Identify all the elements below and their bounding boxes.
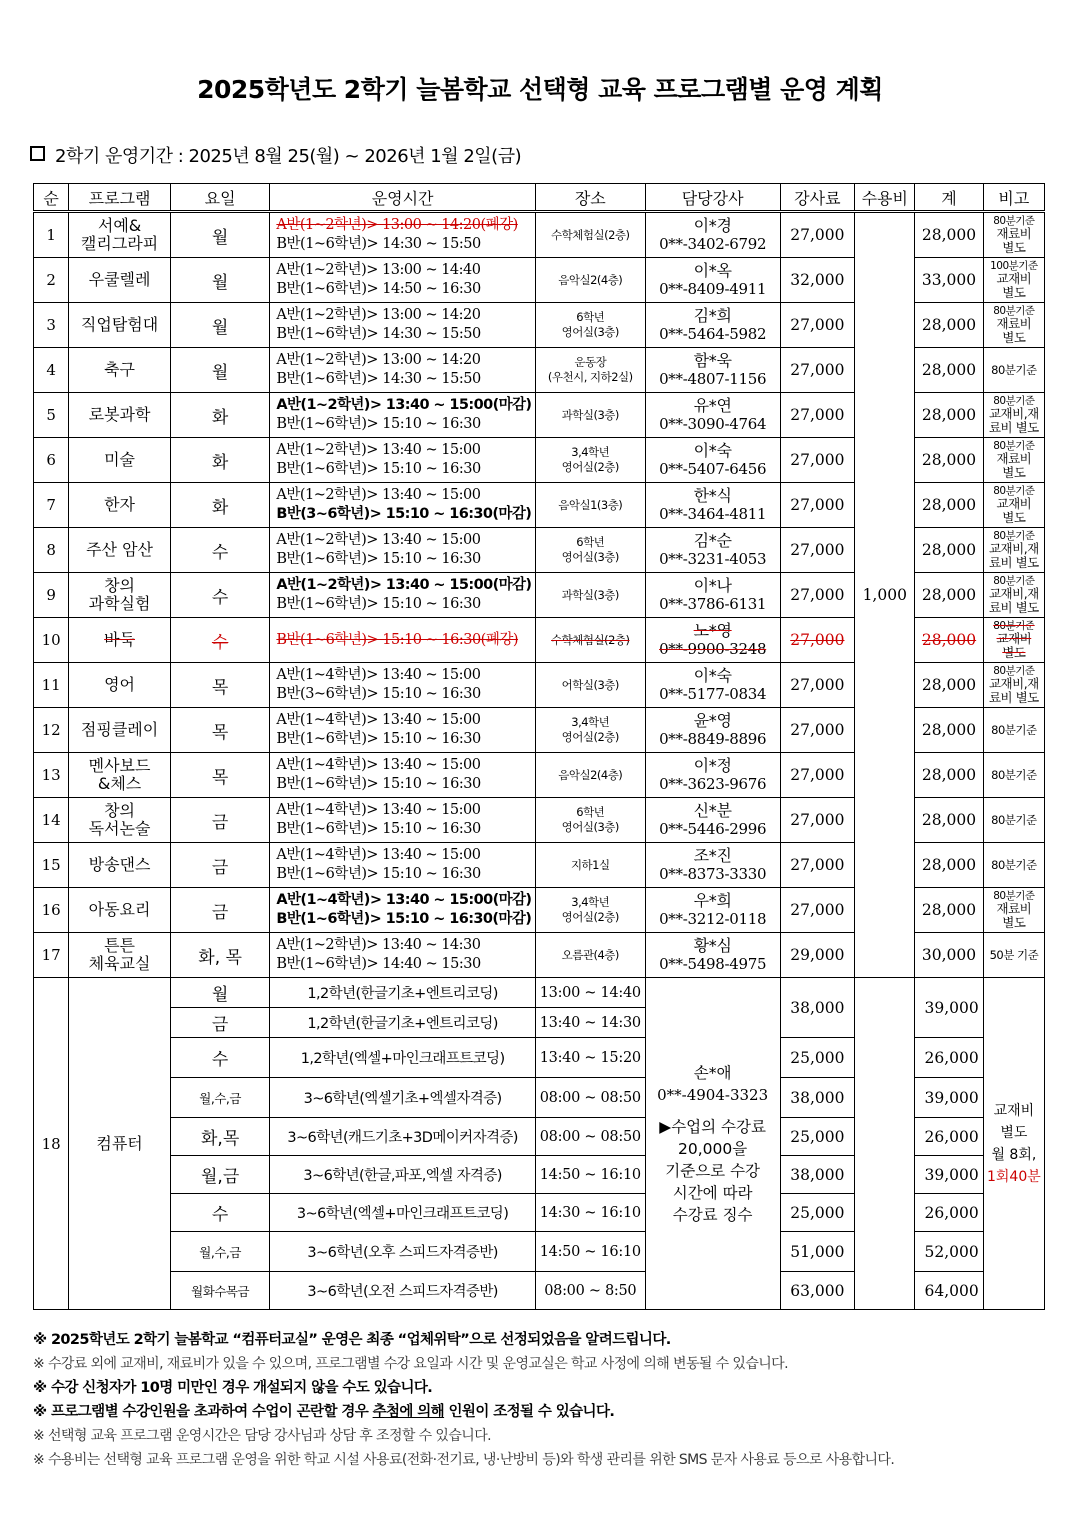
program-teacher: 신*분 0**-5446-2996: [645, 798, 780, 843]
computer-grade: 3~6학년(캐드기초+3D메이커자격증): [270, 1118, 535, 1156]
computer-day: 월,수,금: [170, 1078, 270, 1118]
program-time: B반(1~6학년)> 15:10 ~ 16:30(폐강): [270, 618, 535, 663]
program-note: 100분기준 교재비 별도: [983, 258, 1044, 303]
program-note: 80분기준: [983, 753, 1044, 798]
computer-time: 14:30 ~ 16:10: [535, 1194, 645, 1232]
program-fee: 27,000: [780, 618, 855, 663]
program-total: 30,000: [915, 933, 983, 978]
computer-total: 52,000: [915, 1232, 983, 1272]
program-fee: 27,000: [780, 348, 855, 393]
program-location: 어학실(3층): [535, 663, 645, 708]
row-no: 17: [34, 933, 69, 978]
computer-fee: 25,000: [780, 1118, 855, 1156]
program-fee: 27,000: [780, 393, 855, 438]
computer-time: 08:00 ~ 08:50: [535, 1118, 645, 1156]
program-time: A반(1~2학년)> 13:40 ~ 15:00 B반(3~6학년)> 15:10 ~ 16:30(마감): [270, 483, 535, 528]
program-name: 창의 독서논술: [69, 798, 171, 843]
program-day: 목: [170, 708, 270, 753]
program-name: 튼튼 체육교실: [69, 933, 171, 978]
row-no: 6: [34, 438, 69, 483]
row-no: 18: [34, 978, 69, 1310]
computer-grade: 1,2학년(한글기초+엔트리코딩): [270, 1008, 535, 1038]
row-no: 8: [34, 528, 69, 573]
program-location: 6학년 영어실(3층): [535, 303, 645, 348]
program-fee: 27,000: [780, 708, 855, 753]
program-name: 멘사보드 &체스: [69, 753, 171, 798]
computer-fee: 38,000: [780, 978, 855, 1038]
program-teacher: 우*희 0**-3212-0118: [645, 888, 780, 933]
page-title: 2025학년도 2학기 늘봄학교 선택형 교육 프로그램별 운영 계획: [197, 75, 883, 104]
program-name: 서예& 캘리그라피: [69, 212, 171, 258]
header-location: 장소: [535, 184, 645, 212]
table-header-row: [34, 184, 1045, 212]
computer-fee: 38,000: [780, 1078, 855, 1118]
program-note: 80분기준 교재비,재 료비 별도: [983, 573, 1044, 618]
program-note: 80분기준 재료비 별도: [983, 303, 1044, 348]
lottery-text: 추첨에 의해: [372, 1404, 445, 1420]
row-no: 12: [34, 708, 69, 753]
computer-day: 월,수,금: [170, 1232, 270, 1272]
row-no: 5: [34, 393, 69, 438]
program-total: 28,000: [915, 618, 983, 663]
checkbox-square-icon: [30, 146, 45, 161]
program-teacher: 이*숙 0**-5177-0834: [645, 663, 780, 708]
computer-time: 13:40 ~ 14:30: [535, 1008, 645, 1038]
program-fee: 27,000: [780, 573, 855, 618]
row-no: 16: [34, 888, 69, 933]
computer-grade: 1,2학년(한글기초+엔트리코딩): [270, 978, 535, 1008]
program-teacher: 조*진 0**-8373-3330: [645, 843, 780, 888]
program-location: 3,4학년 영어실(2층): [535, 708, 645, 753]
computer-total: 26,000: [915, 1194, 983, 1232]
computer-grade: 3~6학년(오후 스피드자격증반): [270, 1232, 535, 1272]
program-day: 화, 목: [170, 933, 270, 978]
program-teacher: 윤*영 0**-8849-8896: [645, 708, 780, 753]
program-teacher: 이*숙 0**-5407-6456: [645, 438, 780, 483]
computer-day: 수: [170, 1038, 270, 1078]
program-day: 월: [170, 348, 270, 393]
program-total: 28,000: [915, 843, 983, 888]
program-name: 아동요리: [69, 888, 171, 933]
computer-fee: 25,000: [780, 1038, 855, 1078]
program-location: 지하1실: [535, 843, 645, 888]
computer-grade: 1,2학년(엑셀+마인크래프트코딩): [270, 1038, 535, 1078]
program-location: 3,4학년 영어실(2층): [535, 888, 645, 933]
program-time: A반(1~2학년)> 13:00 ~ 14:20 B반(1~6학년)> 14:30 ~ 15:50: [270, 303, 535, 348]
program-name: 점핑클레이: [69, 708, 171, 753]
row-no: 10: [34, 618, 69, 663]
program-total: 28,000: [915, 573, 983, 618]
row-no: 15: [34, 843, 69, 888]
computer-grade: 3~6학년(엑셀+마인크래프트코딩): [270, 1194, 535, 1232]
program-table: [33, 183, 1045, 1310]
computer-day: 금: [170, 1008, 270, 1038]
program-teacher: 이*경 0**-3402-6792: [645, 212, 780, 258]
program-note: 80분기준: [983, 348, 1044, 393]
program-fee: 32,000: [780, 258, 855, 303]
program-teacher: 한*식 0**-3464-4811: [645, 483, 780, 528]
operating-period: 2학기 운영기간 : 2025년 8월 25(월) ~ 2026년 1월 2일(금): [30, 142, 521, 168]
header-usage-fee: 수용비: [855, 184, 915, 212]
program-name: 바둑: [69, 618, 171, 663]
program-fee: 27,000: [780, 843, 855, 888]
computer-total: 39,000: [915, 1078, 983, 1118]
program-note: 80분기준: [983, 843, 1044, 888]
computer-day: 월: [170, 978, 270, 1008]
program-fee: 29,000: [780, 933, 855, 978]
program-total: 28,000: [915, 348, 983, 393]
computer-time: 08:00 ~ 08:50: [535, 1078, 645, 1118]
program-fee: 27,000: [780, 438, 855, 483]
program-time: A반(1~2학년)> 13:00 ~ 14:40 B반(1~6학년)> 14:50 ~ 16:30: [270, 258, 535, 303]
program-day: 목: [170, 753, 270, 798]
program-time: A반(1~2학년)> 13:40 ~ 15:00 B반(1~6학년)> 15:10 ~ 16:30: [270, 438, 535, 483]
computer-time: 13:00 ~ 14:40: [535, 978, 645, 1008]
program-day: 수: [170, 528, 270, 573]
program-total: 28,000: [915, 528, 983, 573]
program-note: 80분기준 교재비 별도: [983, 618, 1044, 663]
program-day: 화: [170, 438, 270, 483]
computer-fee: 25,000: [780, 1194, 855, 1232]
program-total: 33,000: [915, 258, 983, 303]
program-fee: 27,000: [780, 212, 855, 258]
computer-time: 13:40 ~ 15:20: [535, 1038, 645, 1078]
program-name: 방송댄스: [69, 843, 171, 888]
program-name: 주산 암산: [69, 528, 171, 573]
program-fee: 27,000: [780, 888, 855, 933]
program-location: 수학체험실(2층): [535, 618, 645, 663]
program-day: 금: [170, 843, 270, 888]
computer-time: 08:00 ~ 8:50: [535, 1272, 645, 1310]
program-day: 금: [170, 888, 270, 933]
computer-grade: 3~6학년(한글,파포,엑셀 자격증): [270, 1156, 535, 1194]
computer-note: 교재비 별도 월 8회, 1회40분: [983, 978, 1044, 1310]
table-row: [34, 212, 1045, 258]
program-fee: 27,000: [780, 528, 855, 573]
computer-grade: 3~6학년(엑셀기초+엑셀자격증): [270, 1078, 535, 1118]
program-name: 컴퓨터: [69, 978, 171, 1310]
program-name: 영어: [69, 663, 171, 708]
program-day: 목: [170, 663, 270, 708]
computer-usage-blank: [855, 978, 915, 1310]
program-day: 금: [170, 798, 270, 843]
program-time: A반(1~2학년)> 13:40 ~ 15:00 B반(1~6학년)> 15:10 ~ 16:30: [270, 528, 535, 573]
program-day: 월: [170, 258, 270, 303]
program-name: 직업탐험대: [69, 303, 171, 348]
program-location: 음악실2(4층): [535, 753, 645, 798]
program-total: 28,000: [915, 888, 983, 933]
program-note: 80분기준: [983, 708, 1044, 753]
program-note: 80분기준 교재비,재 료비 별도: [983, 393, 1044, 438]
program-time: A반(1~2학년)> 13:40 ~ 15:00(마감) B반(1~6학년)> 15:10 ~ 16:30: [270, 573, 535, 618]
footer-note-6: ※ 수용비는 선택형 교육 프로그램 운영을 위한 학교 시설 사용료(전화·전기료, 냉·난방비 등)와 학생 관리를 위한 SMS 문자 사용료 등으로 사용합니다.: [33, 1452, 895, 1468]
program-location: 과학실(3층): [535, 573, 645, 618]
header-day: 요일: [170, 184, 270, 212]
program-location: 과학실(3층): [535, 393, 645, 438]
computer-total: 26,000: [915, 1118, 983, 1156]
program-note: 80분기준 교재비,재 료비 별도: [983, 663, 1044, 708]
program-name: 한자: [69, 483, 171, 528]
program-location: 오름관(4층): [535, 933, 645, 978]
program-name: 로봇과학: [69, 393, 171, 438]
program-time: A반(1~4학년)> 13:40 ~ 15:00 B반(1~6학년)> 15:10 ~ 16:30: [270, 708, 535, 753]
program-location: 운동장 (우천시, 지하2실): [535, 348, 645, 393]
program-teacher: 함*욱 0**-4807-1156: [645, 348, 780, 393]
program-day: 화: [170, 483, 270, 528]
program-day: 월: [170, 303, 270, 348]
header-note: 비고: [983, 184, 1044, 212]
program-fee: 27,000: [780, 303, 855, 348]
program-day: 수: [170, 573, 270, 618]
computer-total: 64,000: [915, 1272, 983, 1310]
program-note: 80분기준 재료비 별도: [983, 438, 1044, 483]
row-no: 1: [34, 212, 69, 258]
computer-time: 14:50 ~ 16:10: [535, 1232, 645, 1272]
row-no: 11: [34, 663, 69, 708]
program-time: A반(1~4학년)> 13:40 ~ 15:00 B반(1~6학년)> 15:10 ~ 16:30: [270, 798, 535, 843]
computer-fee: 51,000: [780, 1232, 855, 1272]
program-total: 28,000: [915, 303, 983, 348]
computer-time: 14:50 ~ 16:10: [535, 1156, 645, 1194]
program-note: 80분기준 재료비 별도: [983, 888, 1044, 933]
header-fee: 강사료: [780, 184, 855, 212]
program-location: 수학체험실(2층): [535, 212, 645, 258]
program-day: 화: [170, 393, 270, 438]
program-note: 50분 기준: [983, 933, 1044, 978]
program-time: A반(1~4학년)> 13:40 ~ 15:00(마감) B반(1~6학년)> 15:10 ~ 16:30(마감): [270, 888, 535, 933]
computer-day: 수: [170, 1194, 270, 1232]
program-name: 축구: [69, 348, 171, 393]
program-location: 6학년 영어실(3층): [535, 798, 645, 843]
program-teacher: 이*정 0**-3623-9676: [645, 753, 780, 798]
program-total: 28,000: [915, 708, 983, 753]
footer-note-3: ※ 수강 신청자가 10명 미만인 경우 개설되지 않을 수도 있습니다.: [33, 1380, 433, 1396]
program-teacher: 이*나 0**-3786-6131: [645, 573, 780, 618]
header-program: 프로그램: [69, 184, 171, 212]
program-total: 28,000: [915, 438, 983, 483]
header-no: 순: [34, 184, 69, 212]
row-no: 3: [34, 303, 69, 348]
footer-note-1: ※ 2025학년도 2학기 늘봄학교 “컴퓨터교실” 운영은 최종 “업체위탁”으로 선정되었음을 알려드립니다.: [33, 1332, 671, 1348]
row-no: 13: [34, 753, 69, 798]
computer-total: 39,000: [915, 978, 983, 1038]
usage-fee: 1,000: [855, 212, 915, 978]
computer-total: 26,000: [915, 1038, 983, 1078]
computer-fee: 38,000: [780, 1156, 855, 1194]
program-note: 80분기준 교재비,재 료비 별도: [983, 528, 1044, 573]
program-time: A반(1~2학년)> 13:00 ~ 14:20(폐강) B반(1~6학년)> 14:30 ~ 15:50: [270, 212, 535, 258]
program-time: A반(1~2학년)> 13:00 ~ 14:20 B반(1~6학년)> 14:30 ~ 15:50: [270, 348, 535, 393]
row-no: 9: [34, 573, 69, 618]
program-total: 28,000: [915, 393, 983, 438]
program-time: A반(1~2학년)> 13:40 ~ 15:00(마감) B반(1~6학년)> 15:10 ~ 16:30: [270, 393, 535, 438]
program-fee: 27,000: [780, 663, 855, 708]
program-teacher: 유*연 0**-3090-4764: [645, 393, 780, 438]
header-time: 운영시간: [270, 184, 535, 212]
program-total: 28,000: [915, 798, 983, 843]
program-name: 창의 과학실험: [69, 573, 171, 618]
program-note: 80분기준: [983, 798, 1044, 843]
computer-grade: 3~6학년(오전 스피드자격증반): [270, 1272, 535, 1310]
program-time: A반(1~2학년)> 13:40 ~ 14:30 B반(1~6학년)> 14:40 ~ 15:30: [270, 933, 535, 978]
computer-fee: 63,000: [780, 1272, 855, 1310]
footer-note-4: ※ 프로그램별 수강인원을 초과하여 수업이 곤란할 경우 추첨에 의해 인원이 조정될 수 있습니다.: [33, 1404, 615, 1420]
program-day: 월: [170, 212, 270, 258]
computer-day: 화,목: [170, 1118, 270, 1156]
computer-day: 월,금: [170, 1156, 270, 1194]
program-name: 우쿨렐레: [69, 258, 171, 303]
program-fee: 27,000: [780, 483, 855, 528]
program-location: 음악실2(4층): [535, 258, 645, 303]
program-total: 28,000: [915, 753, 983, 798]
program-time: A반(1~4학년)> 13:40 ~ 15:00 B반(1~6학년)> 15:10 ~ 16:30: [270, 843, 535, 888]
program-fee: 27,000: [780, 798, 855, 843]
row-no: 7: [34, 483, 69, 528]
program-teacher: 황*심 0**-5498-4975: [645, 933, 780, 978]
program-total: 28,000: [915, 663, 983, 708]
footer-notes: [33, 1328, 1048, 1472]
program-teacher: 김*순 0**-3231-4053: [645, 528, 780, 573]
program-location: 6학년 영어실(3층): [535, 528, 645, 573]
row-no: 4: [34, 348, 69, 393]
program-teacher: 이*옥 0**-8409-4911: [645, 258, 780, 303]
program-location: 3,4학년 영어실(2층): [535, 438, 645, 483]
program-day: 수: [170, 618, 270, 663]
computer-teacher: 손*애 0**-4904-3323 ▶수업의 수강료 20,000을 기준으로 수강 시간에 따라 수강료 징수: [645, 978, 780, 1310]
program-total: 28,000: [915, 212, 983, 258]
program-teacher: 노*영 0**-9900-3248: [645, 618, 780, 663]
program-time: A반(1~4학년)> 13:40 ~ 15:00 B반(3~6학년)> 15:10 ~ 16:30: [270, 663, 535, 708]
computer-day: 월화수목금: [170, 1272, 270, 1310]
computer-row: [34, 978, 1045, 1008]
program-location: 음악실1(3층): [535, 483, 645, 528]
program-note: 80분기준 교재비 별도: [983, 483, 1044, 528]
program-name: 미술: [69, 438, 171, 483]
footer-note-2: ※ 수강료 외에 교재비, 재료비가 있을 수 있으며, 프로그램별 수강 요일과 시간 및 운영교실은 학교 사정에 의해 변동될 수 있습니다.: [33, 1356, 788, 1372]
footer-note-5: ※ 선택형 교육 프로그램 운영시간은 담당 강사님과 상담 후 조정할 수 있습니다.: [33, 1428, 491, 1444]
program-total: 28,000: [915, 483, 983, 528]
header-teacher: 담당강사: [645, 184, 780, 212]
program-time: A반(1~4학년)> 13:40 ~ 15:00 B반(1~6학년)> 15:10 ~ 16:30: [270, 753, 535, 798]
computer-total: 39,000: [915, 1156, 983, 1194]
program-fee: 27,000: [780, 753, 855, 798]
row-no: 14: [34, 798, 69, 843]
header-total: 계: [915, 184, 983, 212]
program-teacher: 김*희 0**-5464-5982: [645, 303, 780, 348]
program-note: 80분기준 재료비 별도: [983, 212, 1044, 258]
row-no: 2: [34, 258, 69, 303]
